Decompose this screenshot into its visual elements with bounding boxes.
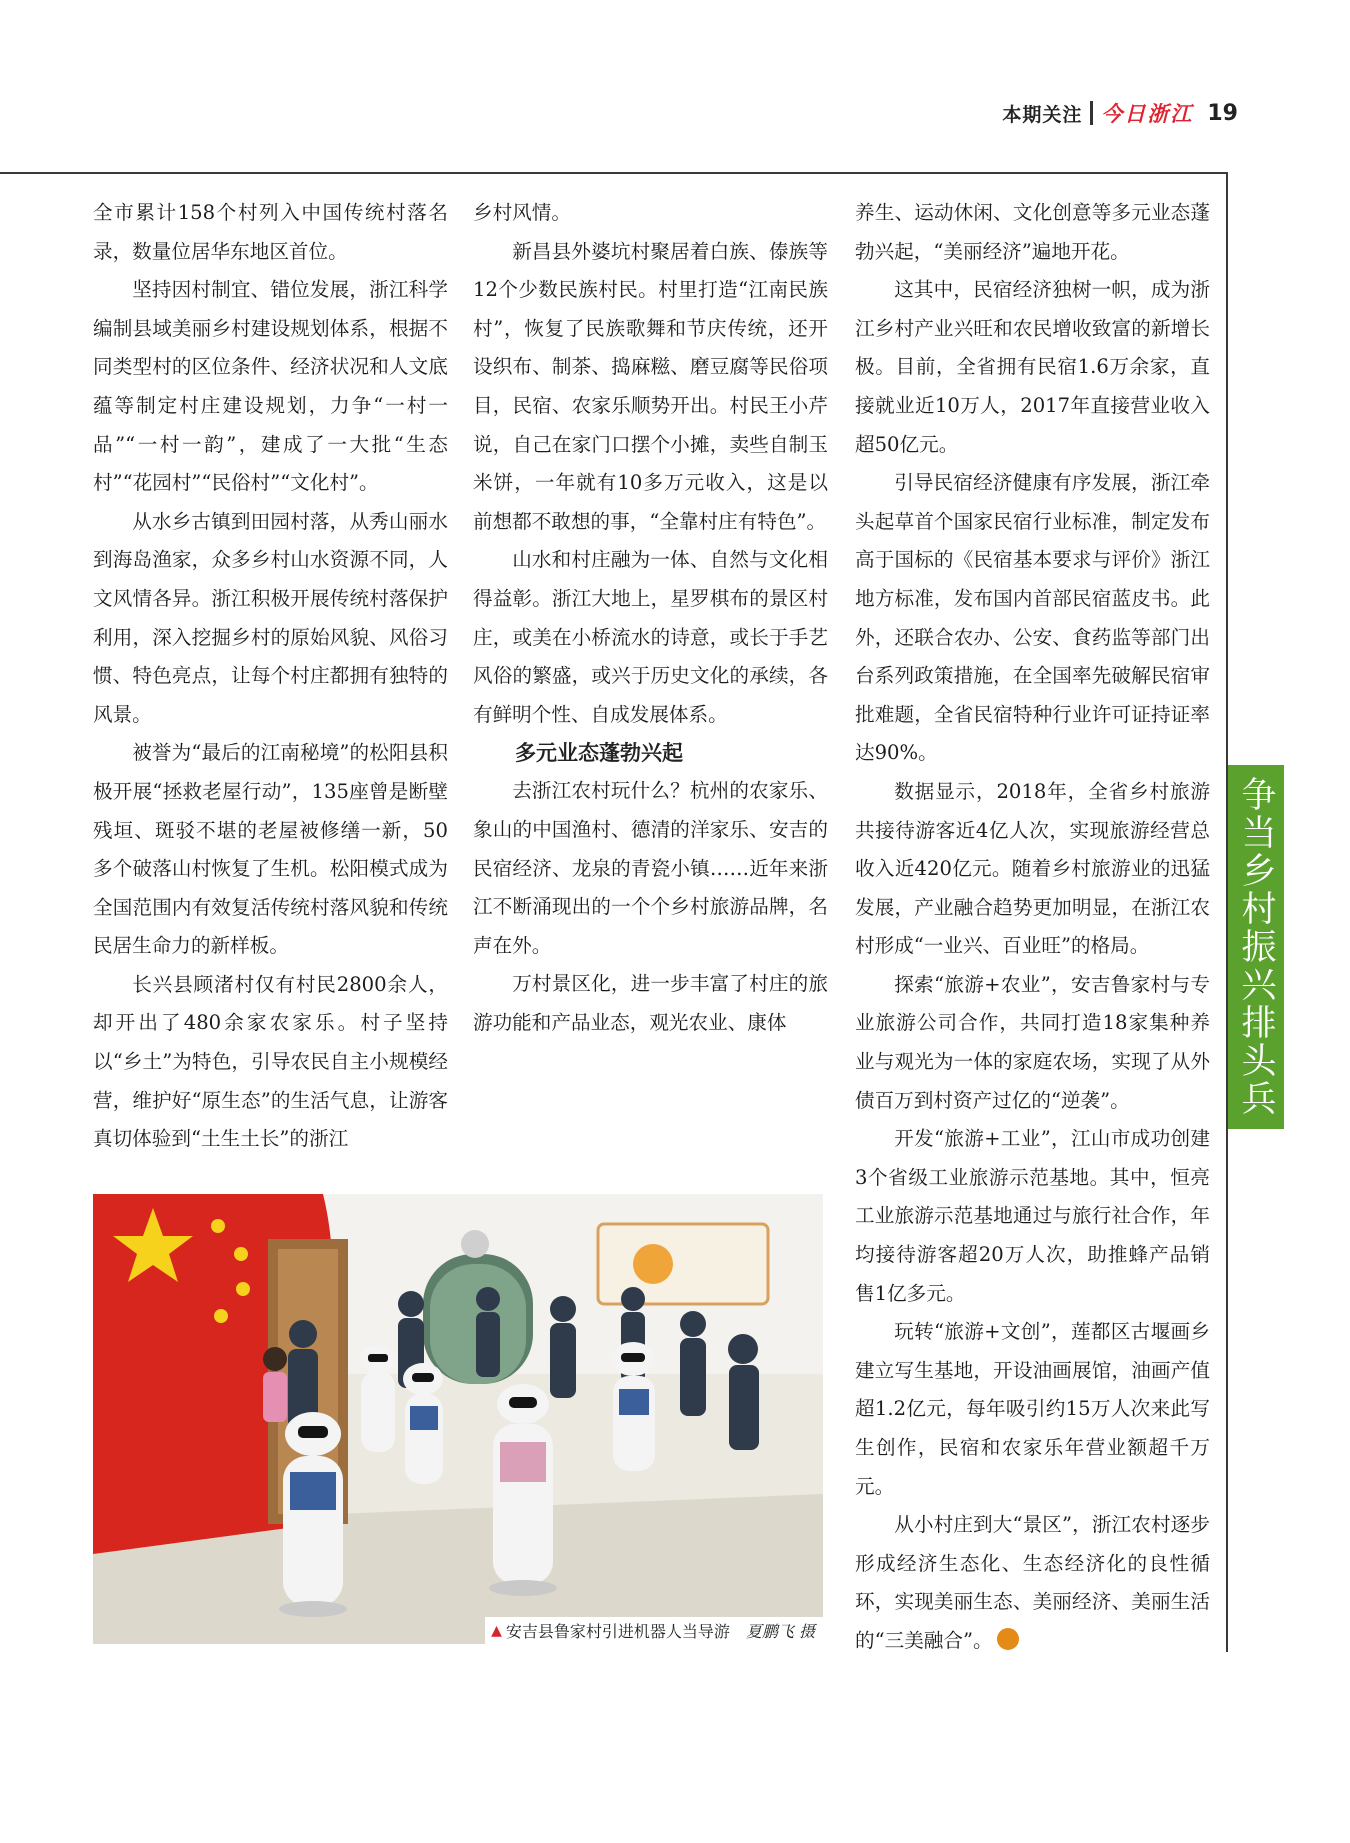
paragraph <box>855 1506 1210 1660</box>
triangle-icon: ▲ <box>491 1622 502 1639</box>
paragraph: 引导民宿经济健康有序发展，浙江牵头起草首个国家民宿行业标准，制定发布高于国标的《民宿基本要求与评价》浙江地方标准，发布国内首部民宿蓝皮书。此外，还联合农办、公安、食药监等部门出台系列政策措施，在全国率先破解民宿审批难题，全省民宿特种行业许可证持证率达90%。 <box>855 471 1210 765</box>
paragraph: 被誉为“最后的江南秘境”的松阳县积极开展“拯救老屋行动”，135座曾是断壁残垣、斑驳不堪的老屋被修缮一新，50多个破落山村恢复了生机。松阳模式成为全国范围内有效复活传统村落风貌和传统民居生命力的新样板。 <box>93 741 448 958</box>
caption-text: 安吉县鲁家村引进机器人当导游 <box>505 1622 730 1641</box>
paragraph: 这其中，民宿经济独树一帜，成为浙江乡村产业兴旺和农民增收致富的新增长极。目前，全省拥有民宿1.6万余家，直接就业近10万人，2017年直接营业收入超50亿元。 <box>855 278 1210 456</box>
closing-text: 从小村庄到大“景区”，浙江农村逐步形成经济生态化、生态经济化的良性循环，实现美丽生态、美丽经济、美丽生活的“三美融合”。 <box>855 1513 1210 1652</box>
paragraph: 新昌县外婆坑村聚居着白族、傣族等12个少数民族村民。村里打造“江南民族村”，恢复了民族歌舞和节庆传统，还开设织布、制茶、捣麻糍、磨豆腐等民俗项目，民宿、农家乐顺势开出。村民王小芹说，自己在家门口摆个小摊，卖些自制玉米饼，一年就有10多万元收入，这是以前想都不敢想的事，“全靠村庄有特色”。 <box>473 239 828 533</box>
paragraph: 玩转“旅游+文创”，莲都区古堰画乡建立写生基地，开设油画展馆，油画产值超1.2亿元，每年吸引约15万人次来此写生创作，民宿和农家乐年营业额超千万元。 <box>855 1320 1210 1498</box>
side-banner-text: 争当乡村振兴排头兵 <box>1236 776 1276 1118</box>
side-banner <box>1228 765 1284 1129</box>
paragraph: 养生、运动休闲、文化创意等多元业态蓬勃兴起，“美丽经济”遍地开花。 <box>855 201 1210 263</box>
end-mark-icon <box>997 1628 1019 1650</box>
article-column-3 <box>855 194 1210 1661</box>
paragraph: 数据显示，2018年，全省乡村旅游共接待游客近4亿人次，实现旅游经营总收入近420亿元。随着乡村旅游业的迅猛发展，产业融合趋势更加明显，在浙江农村形成“一业兴、百业旺”的格局。 <box>855 779 1210 958</box>
robot-icon <box>611 1342 655 1471</box>
article-column-1 <box>93 194 448 1159</box>
paragraph: 去浙江农村玩什么？杭州的农家乐、象山的中国渔村、德清的洋家乐、安吉的民宿经济、龙泉的青瓷小镇……近年来浙江不断涌现出的一个个乡村旅游品牌，名声在外。 <box>473 779 828 957</box>
paragraph: 万村景区化，进一步丰富了村庄的旅游功能和产品业态，观光农业、康体 <box>473 972 828 1034</box>
robot-guides-photo <box>93 1194 823 1644</box>
paragraph: 开发“旅游+工业”，江山市成功创建3个省级工业旅游示范基地。其中，恒亮工业旅游示范基地通过与旅行社合作，年均接待游客超20万人次，助推蜂产品销售1亿多元。 <box>855 1127 1210 1305</box>
robot-icon <box>360 1345 396 1452</box>
paragraph: 从水乡古镇到田园村落，从秀山丽水到海岛渔家，众多乡村山水资源不同，人文风情各异。浙江积极开展传统村落保护利用，深入挖掘乡村的原始风貌、风俗习惯、特色亮点，让每个村庄都拥有独特的风景。 <box>93 509 448 726</box>
paragraph: 全市累计158个村列入中国传统村落名录，数量位居华东地区首位。 <box>93 201 448 263</box>
paragraph: 坚持因村制宜、错位发展，浙江科学编制县域美丽乡村建设规划体系，根据不同类型村的区位条件、经济状况和人文底蕴等制定村庄建设规划，力争“一村一品”“一村一韵”，建成了一大批“生态村”“花园村”“民俗村”“文化村”。 <box>93 278 448 495</box>
article-column-2 <box>473 194 828 1042</box>
photo-caption <box>485 1617 823 1644</box>
photo-credit: 夏鹏飞 摄 <box>745 1622 815 1641</box>
top-rule <box>0 172 1228 174</box>
page-number: 19 <box>1207 100 1238 126</box>
paragraph: 乡村风情。 <box>473 201 571 224</box>
page-header <box>1002 98 1238 128</box>
robot-icon <box>403 1363 443 1484</box>
paragraph: 山水和村庄融为一体、自然与文化相得益彰。浙江大地上，星罗棋布的景区村庄，或美在小桥流水的诗意，或长于手艺风俗的繁盛，或兴于历史文化的承续，各有鲜明个性、自成发展体系。 <box>473 548 828 726</box>
section-subheading: 多元业态蓬勃兴起 <box>515 741 683 766</box>
paragraph: 探索“旅游+农业”，安吉鲁家村与专业旅游公司合作，共同打造18家集种养业与观光为一体的家庭农场，实现了从外债百万到村资产过亿的“逆袭”。 <box>855 972 1210 1112</box>
robot-icon <box>279 1412 347 1617</box>
magazine-logo: 今日浙江 <box>1101 102 1194 126</box>
article-photo <box>93 1194 823 1644</box>
header-divider <box>1090 101 1093 125</box>
paragraph: 长兴县顾渚村仅有村民2800余人，却开出了480余家农家乐。村子坚持以“乡土”为特色，引导农民自主小规模经营，维护好“原生态”的生活气息，让游客真切体验到“土生土长”的浙江 <box>93 972 448 1151</box>
section-title: 本期关注 <box>1002 103 1083 126</box>
